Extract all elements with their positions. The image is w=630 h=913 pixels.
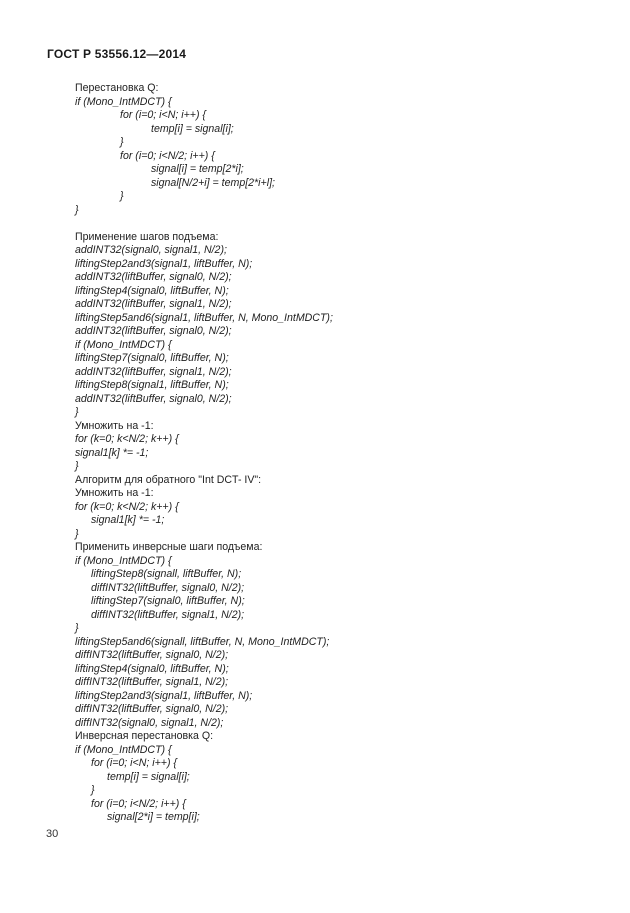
code-line: liftingStep2and3(signal1, liftBuffer, N);	[75, 689, 253, 702]
code-line: }	[91, 784, 95, 796]
code-line: temp[i] = signal[i];	[151, 122, 234, 135]
code-line: }	[120, 136, 124, 148]
section-caption: Применение шагов подъема:	[75, 230, 219, 243]
code-line: }	[120, 190, 124, 202]
code-line: }	[75, 406, 79, 418]
section-caption: Умножить на -1:	[75, 487, 154, 499]
section-caption: Алгоритм для обратного "Int DCT- IV":	[75, 473, 262, 486]
code-line: for (i=0; i<N; i++) {	[91, 757, 177, 769]
code-line: diffINT32(liftBuffer, signal0, N/2);	[91, 581, 245, 594]
code-line: addINT32(liftBuffer, signal1, N/2);	[75, 298, 232, 310]
code-line: liftingStep7(signal0, liftBuffer, N);	[91, 595, 245, 607]
code-line: liftingStep5and6(signal1, liftBuffer, N, Mono_IntMDCT);	[75, 311, 333, 324]
section-caption: Применить инверсные шаги подъема:	[75, 541, 263, 553]
code-line: addINT32(signal0, signal1, N/2);	[75, 244, 227, 256]
code-line: }	[75, 460, 79, 472]
code-line: }	[75, 203, 79, 216]
code-line: for (k=0; k<N/2; k++) {	[75, 433, 179, 445]
code-line: liftingStep8(signal1, liftBuffer, N);	[75, 379, 229, 391]
code-line: signal1[k] *= -1;	[75, 446, 149, 459]
code-line: }	[75, 622, 79, 634]
code-line: liftingStep4(signal0, liftBuffer, N);	[75, 662, 229, 675]
code-line: temp[i] = signal[i];	[107, 770, 190, 783]
section-caption: Умножить на -1:	[75, 419, 154, 432]
section-caption: Перестановка Q:	[75, 82, 159, 94]
code-line: for (k=0; k<N/2; k++) {	[75, 500, 179, 513]
code-line: for (i=0; i<N/2; i++) {	[91, 797, 186, 810]
code-line: liftingStep8(signall, liftBuffer, N);	[91, 568, 242, 580]
document-header-standard-id: ГОСТ Р 53556.12—2014	[47, 47, 187, 61]
code-line: if (Mono_IntMDCT) {	[75, 554, 172, 567]
code-line: if (Mono_IntMDCT) {	[75, 95, 172, 108]
code-line: signal[2*i] = temp[i];	[107, 811, 200, 823]
code-line: signal[N/2+i] = temp[2*i+l];	[151, 176, 275, 189]
code-line: if (Mono_IntMDCT) {	[75, 743, 172, 756]
code-line: liftingStep7(signal0, liftBuffer, N);	[75, 352, 229, 364]
code-line: signal[i] = temp[2*i];	[151, 163, 244, 175]
code-line: addINT32(liftBuffer, signal0, N/2);	[75, 271, 232, 283]
code-line: addINT32(liftBuffer, signal0, N/2);	[75, 392, 232, 405]
code-line: signal1[k] *= -1;	[91, 514, 165, 526]
code-line: liftingStep4(signal0, liftBuffer, N);	[75, 284, 229, 297]
code-line: addINT32(liftBuffer, signal1, N/2);	[75, 365, 232, 378]
code-line: liftingStep5and6(signall, liftBuffer, N, Mono_IntMDCT);	[75, 635, 330, 648]
code-line: addINT32(liftBuffer, signal0, N/2);	[75, 325, 232, 337]
code-line: diffINT32(liftBuffer, signal1, N/2);	[91, 608, 245, 621]
page-number: 30	[46, 828, 59, 840]
code-line: for (i=0; i<N/2; i++) {	[120, 149, 215, 162]
section-caption: Инверсная перестановка Q:	[75, 730, 214, 742]
code-line: diffINT32(liftBuffer, signal0, N/2);	[75, 703, 229, 715]
code-line: if (Mono_IntMDCT) {	[75, 338, 172, 351]
code-line: }	[75, 527, 79, 540]
code-line: diffINT32(liftBuffer, signal1, N/2);	[75, 676, 229, 688]
code-line: diffINT32(signal0, signal1, N/2);	[75, 716, 224, 729]
code-line: diffINT32(liftBuffer, signal0, N/2);	[75, 649, 229, 661]
code-line: liftingStep2and3(signal1, liftBuffer, N);	[75, 257, 253, 270]
code-line: for (i=0; i<N; i++) {	[120, 109, 206, 121]
